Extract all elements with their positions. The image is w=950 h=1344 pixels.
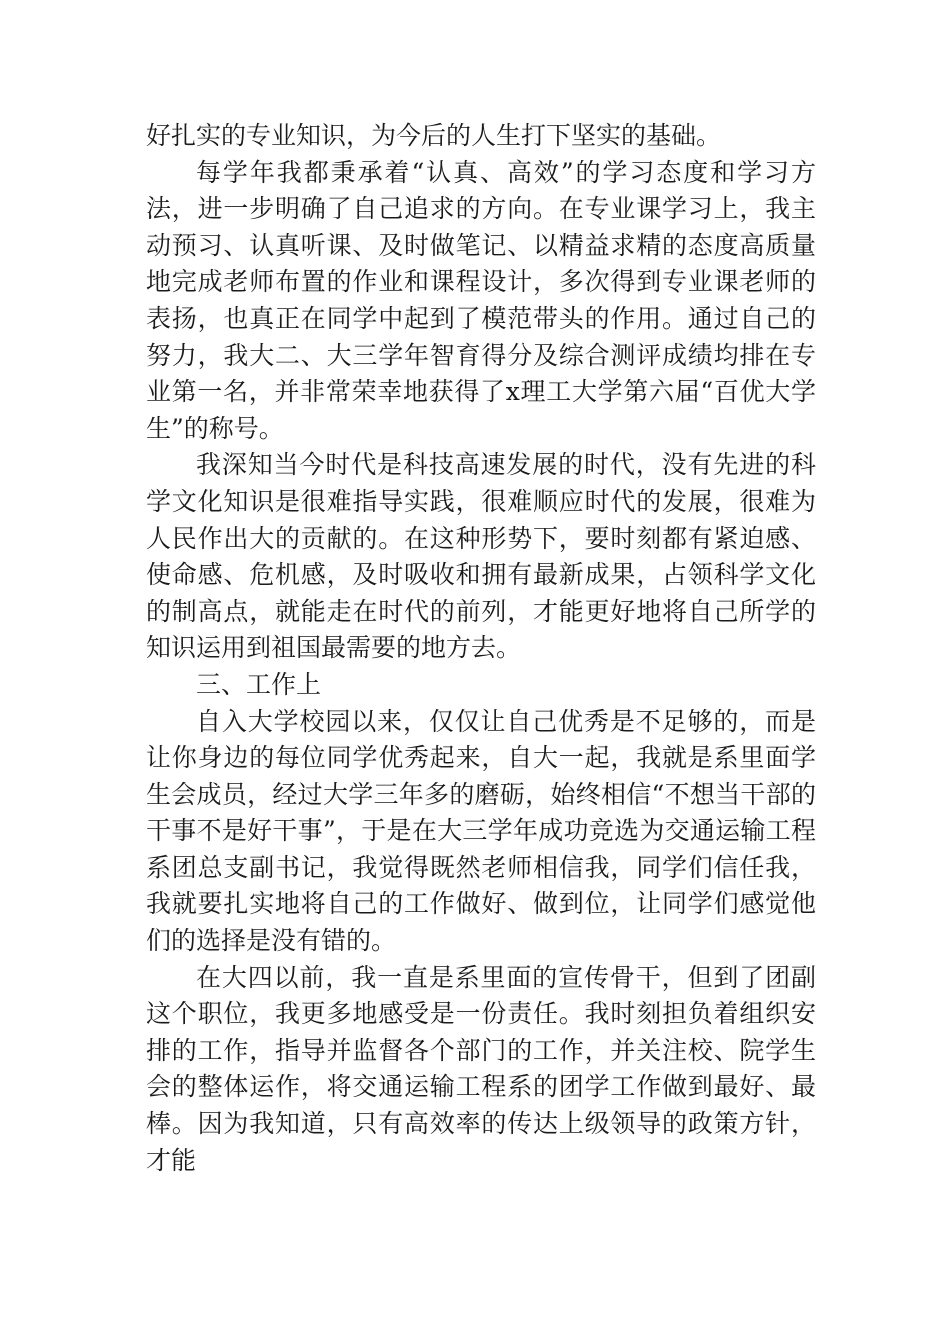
paragraph-2: 每学年我都秉承着“认真、高效”的学习态度和学习方法，进一步明确了自己追求的方向。在专业课学习上，我主动预习、认真听课、及时做笔记、以精益求精的态度高质量地完成老师布置的作业和课程设计，多次得到专业课老师的表扬，也真正在同学中起到了模范带头的作用。通过自己的努力，我大二、大三学年智育得分及综合测评成绩均排在专业第一名，并非常荣幸地获得了x理工大学第六届“百优大学生”的称号。 xyxy=(146,157,816,443)
paragraph-4: 自入大学校园以来，仅仅让自己优秀是不足够的，而是让你身边的每位同学优秀起来，自大一起，我就是系里面学生会成员，经过大学三年多的磨砺，始终相信“不想当干部的干事不是好干事”，于是在大三学年成功竞选为交通运输工程系团总支副书记，我觉得既然老师相信我，同学们信任我，我就要扎实地将自己的工作做好、做到位，让同学们感觉他们的选择是没有错的。 xyxy=(146,706,816,956)
paragraph-3: 我深知当今时代是科技高速发展的时代，没有先进的科学文化知识是很难指导实践，很难顺应时代的发展，很难为人民作出大的贡献的。在这种形势下，要时刻都有紧迫感、使命感、危机感，及时吸收和拥有最新成果，占领科学文化的制高点，就能走在时代的前列，才能更好地将自己所学的知识运用到祖国最需要的地方去。 xyxy=(146,450,816,663)
paragraph-5: 在大四以前，我一直是系里面的宣传骨干，但到了团副这个职位，我更多地感受是一份责任。我时刻担负着组织安排的工作，指导并监督各个部门的工作，并关注校、院学生会的整体运作，将交通运输工程系的团学工作做到最好、最棒。因为我知道，只有高效率的传达上级领导的政策方针，才能 xyxy=(146,962,816,1175)
document-body xyxy=(146,118,816,1179)
section-heading-work: 三、工作上 xyxy=(196,669,322,699)
paragraph-1: 好扎实的专业知识，为今后的人生打下坚实的基础。 xyxy=(146,121,722,150)
